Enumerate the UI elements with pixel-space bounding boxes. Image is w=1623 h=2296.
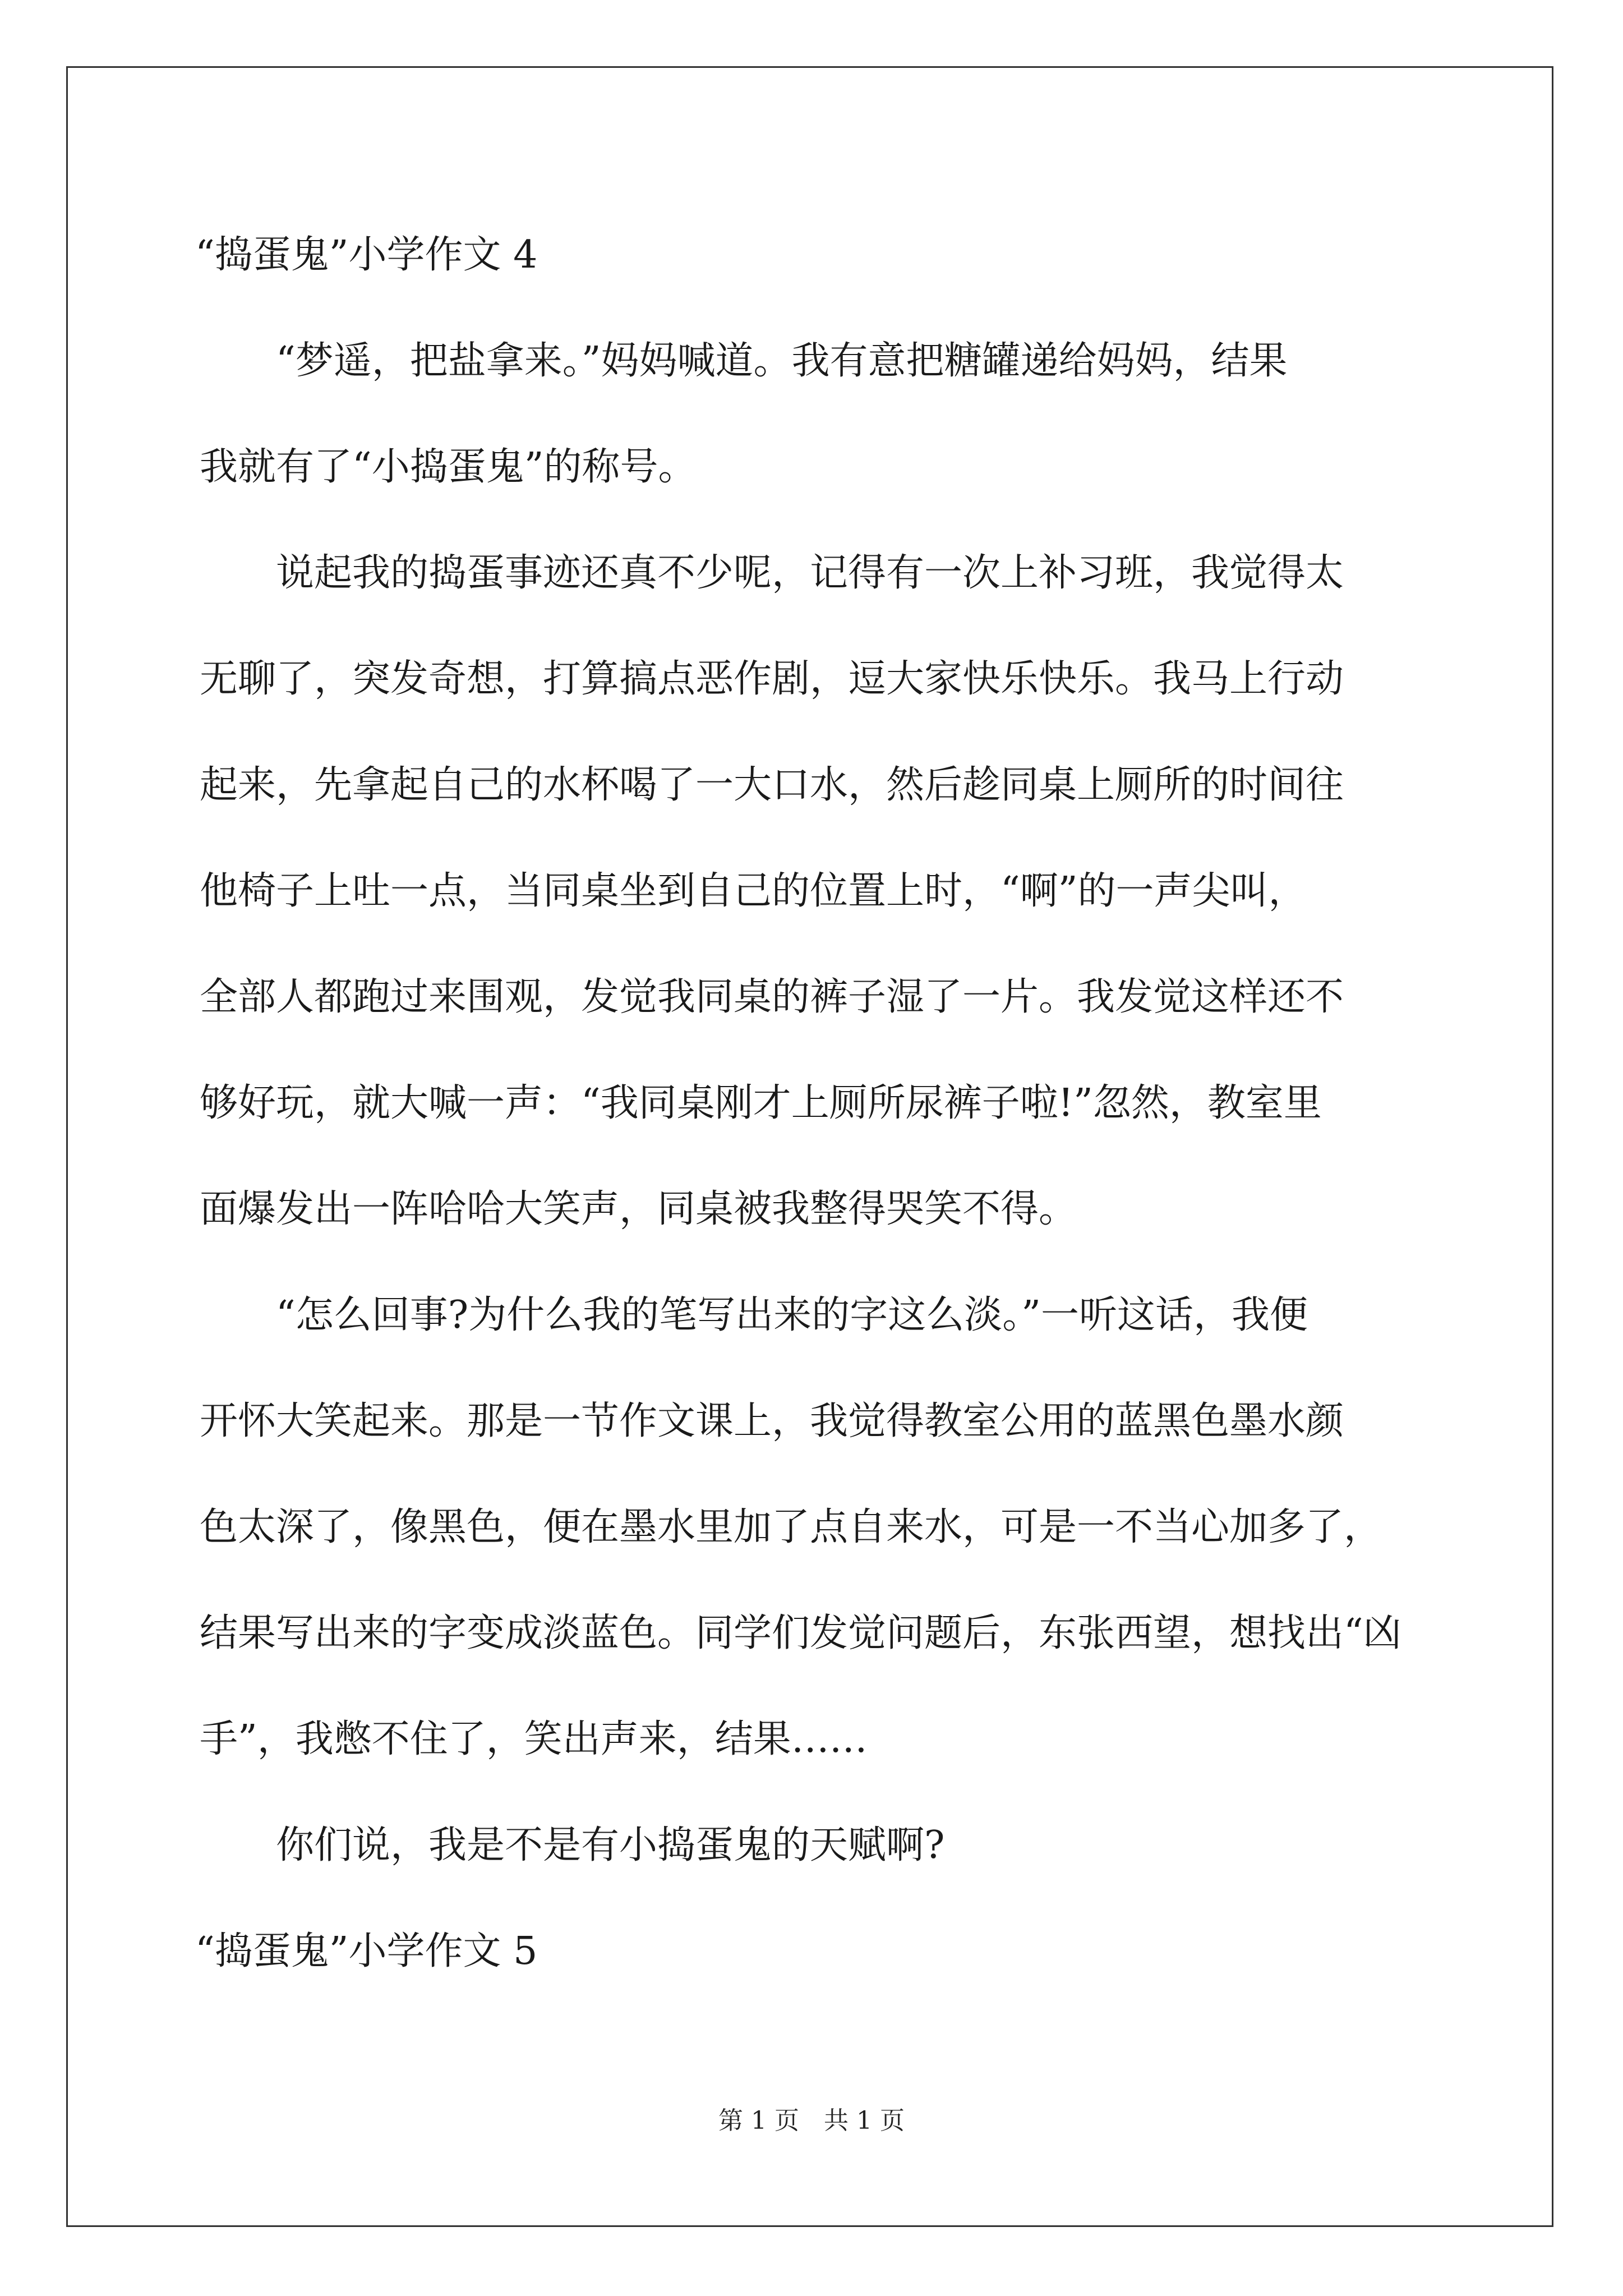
paragraph-2-line-3: 起来，先拿起自己的水杯喝了一大口水，然后趁同桌上厕所的时间往	[200, 763, 1344, 807]
essay-title-4: “捣蛋鬼”小学作文 4	[195, 233, 538, 277]
paragraph-3-line-4: 结果写出来的字变成淡蓝色。同学们发觉问题后，东张西望，想找出“凶	[200, 1611, 1401, 1655]
paragraph-1-line-2: 我就有了“小捣蛋鬼”的称号。	[200, 445, 697, 489]
paragraph-3-line-3: 色太深了，像黑色，便在墨水里加了点自来水，可是一不当心加多了，	[200, 1505, 1382, 1549]
paragraph-4-line-1: 你们说，我是不是有小捣蛋鬼的天赋啊?	[276, 1823, 945, 1867]
paragraph-2-line-2: 无聊了，突发奇想，打算搞点恶作剧，逗大家快乐快乐。我马上行动	[200, 657, 1344, 701]
paragraph-2-line-7: 面爆发出一阵哈哈大笑声，同桌被我整得哭笑不得。	[200, 1187, 1077, 1231]
paragraph-2-line-1: 说起我的捣蛋事迹还真不少呢，记得有一次上补习班，我觉得太	[276, 551, 1344, 595]
paragraph-3-line-1: “怎么回事?为什么我的笔写出来的字这么淡。”一听这话，我便	[276, 1293, 1308, 1337]
page-number-footer: 第 1 页 共 1 页	[718, 2106, 905, 2135]
paragraph-2-line-4: 他椅子上吐一点，当同桌坐到自己的位置上时，“啊”的一声尖叫，	[200, 869, 1307, 913]
paragraph-2-line-6: 够好玩，就大喊一声：“我同桌刚才上厕所尿裤子啦!”忽然，教室里	[200, 1081, 1322, 1125]
paragraph-1-line-1: “梦遥，把盐拿来。”妈妈喊道。我有意把糖罐递给妈妈，结果	[276, 339, 1288, 383]
paragraph-3-line-2: 开怀大笑起来。那是一节作文课上，我觉得教室公用的蓝黑色墨水颜	[200, 1399, 1344, 1443]
paragraph-3-line-5: 手”，我憋不住了，笑出声来，结果……	[200, 1717, 868, 1761]
paragraph-2-line-5: 全部人都跑过来围观，发觉我同桌的裤子湿了一片。我发觉这样还不	[200, 975, 1344, 1019]
essay-title-5: “捣蛋鬼”小学作文 5	[195, 1929, 538, 1973]
document-body	[195, 202, 1433, 2004]
